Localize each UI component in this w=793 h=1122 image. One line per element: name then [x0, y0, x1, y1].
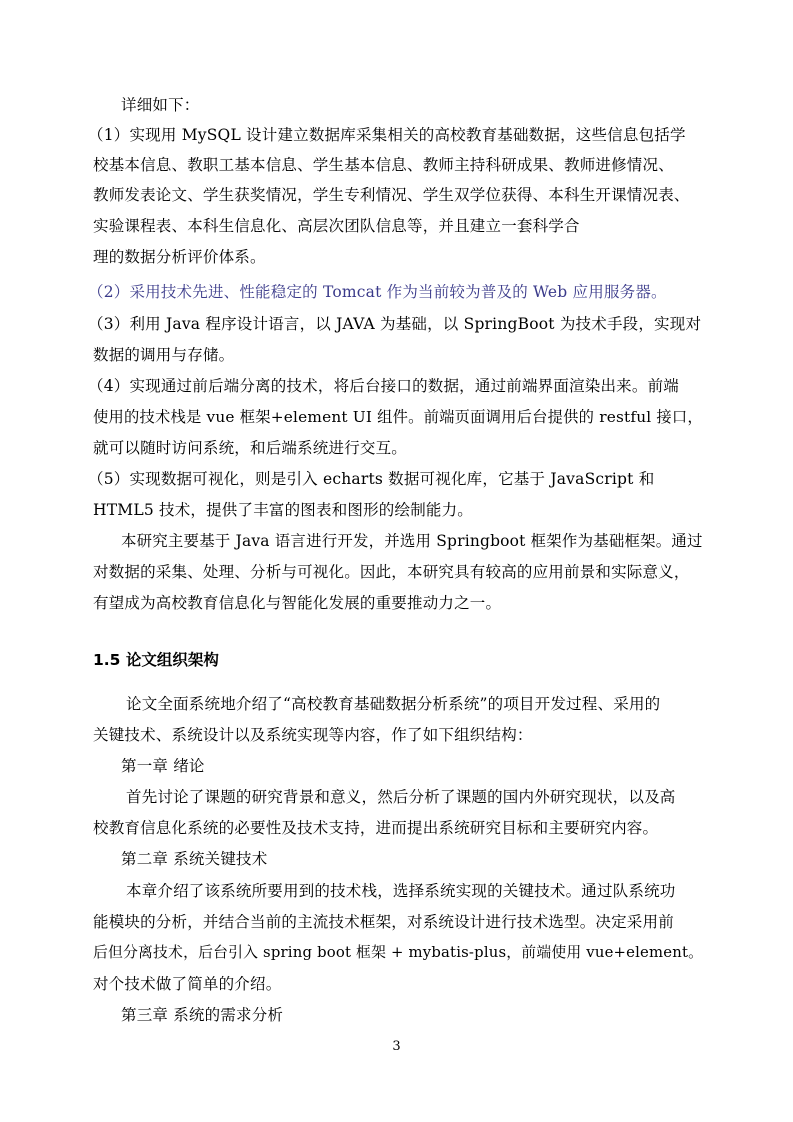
- paragraph-line: 校基本信息、教职工基本信息、学生基本信息、教师主持科研成果、教师进修情况、: [93, 156, 674, 174]
- chapter-title: 第三章 系统的需求分析: [121, 1006, 284, 1024]
- paragraph-line: 首先讨论了课题的研究背景和意义，然后分析了课题的国内外研究现状，以及高: [126, 788, 676, 806]
- paragraph-line: （2）采用技术先进、性能稳定的 Tomcat 作为当前较为普及的 Web 应用服务器。: [88, 283, 667, 301]
- paragraph-line: 能模块的分析，并结合当前的主流技术框架，对系统设计进行技术选型。决定采用前: [93, 913, 674, 931]
- paragraph-line: 对数据的采集、处理、分析与可视化。因此，本研究具有较高的应用前景和实际意义，: [93, 563, 690, 581]
- paragraph-line: 数据的调用与存储。: [93, 346, 235, 364]
- paragraph-line: （4）实现通过前后端分离的技术，将后台接口的数据，通过前端界面渲染出来。前端: [88, 377, 679, 395]
- paragraph-line: 本研究主要基于 Java 语言进行开发，并选用 Springboot 框架作为基础框架。通过: [121, 532, 703, 550]
- paragraph-line: 详细如下：: [121, 96, 200, 114]
- paragraph-line: 教师发表论文、学生获奖情况，学生专利情况、学生双学位获得、本科生开课情况表、: [93, 186, 690, 204]
- paragraph-line: 本章介绍了该系统所要用到的技术栈，选择系统实现的关键技术。通过队系统功: [126, 882, 676, 900]
- paragraph-line: （1）实现用 MySQL 设计建立数据库采集相关的高校教育基础数据，这些信息包括学: [88, 126, 686, 144]
- paragraph-line: 校教育信息化系统的必要性及技术支持，进而提出系统研究目标和主要研究内容。: [93, 819, 659, 837]
- paragraph-line: 对个技术做了简单的介绍。: [93, 975, 282, 993]
- paragraph-line: 使用的技术栈是 vue 框架+element UI 组件。前端页面调用后台提供的 restful 接口，: [93, 408, 703, 426]
- section-heading: 1.5 论文组织架构: [93, 651, 219, 669]
- paragraph-line: 关键技术、系统设计以及系统实现等内容，作了如下组织结构：: [93, 726, 533, 744]
- page-number: 3: [392, 1039, 401, 1054]
- paragraph-line: 实验课程表、本科生信息化、高层次团队信息等，并且建立一套科学合: [93, 217, 580, 235]
- paragraph-line: 有望成为高校教育信息化与智能化发展的重要推动力之一。: [93, 594, 502, 612]
- chapter-title: 第一章 绪论: [121, 757, 205, 775]
- paragraph-line: 论文全面系统地介绍了“高校教育基础数据分析系统”的项目开发过程、采用的: [126, 695, 661, 713]
- chapter-title: 第二章 系统关键技术: [121, 850, 268, 868]
- paragraph-line: HTML5 技术，提供了丰富的图表和图形的绘制能力。: [93, 501, 474, 519]
- paragraph-line: 后但分离技术，后台引入 spring boot 框架 + mybatis-plus，前端使用 vue+element。: [93, 944, 704, 961]
- paragraph-line: （5）实现数据可视化，则是引入 echarts 数据可视化库，它基于 JavaScript 和: [88, 470, 655, 488]
- paragraph-line: （3）利用 Java 程序设计语言，以 JAVA 为基础，以 SpringBoot 为技术手段，实现对: [88, 315, 702, 333]
- paragraph-line: 就可以随时访问系统，和后端系统进行交互。: [93, 439, 408, 457]
- paragraph-line: 理的数据分析评价体系。: [93, 248, 266, 266]
